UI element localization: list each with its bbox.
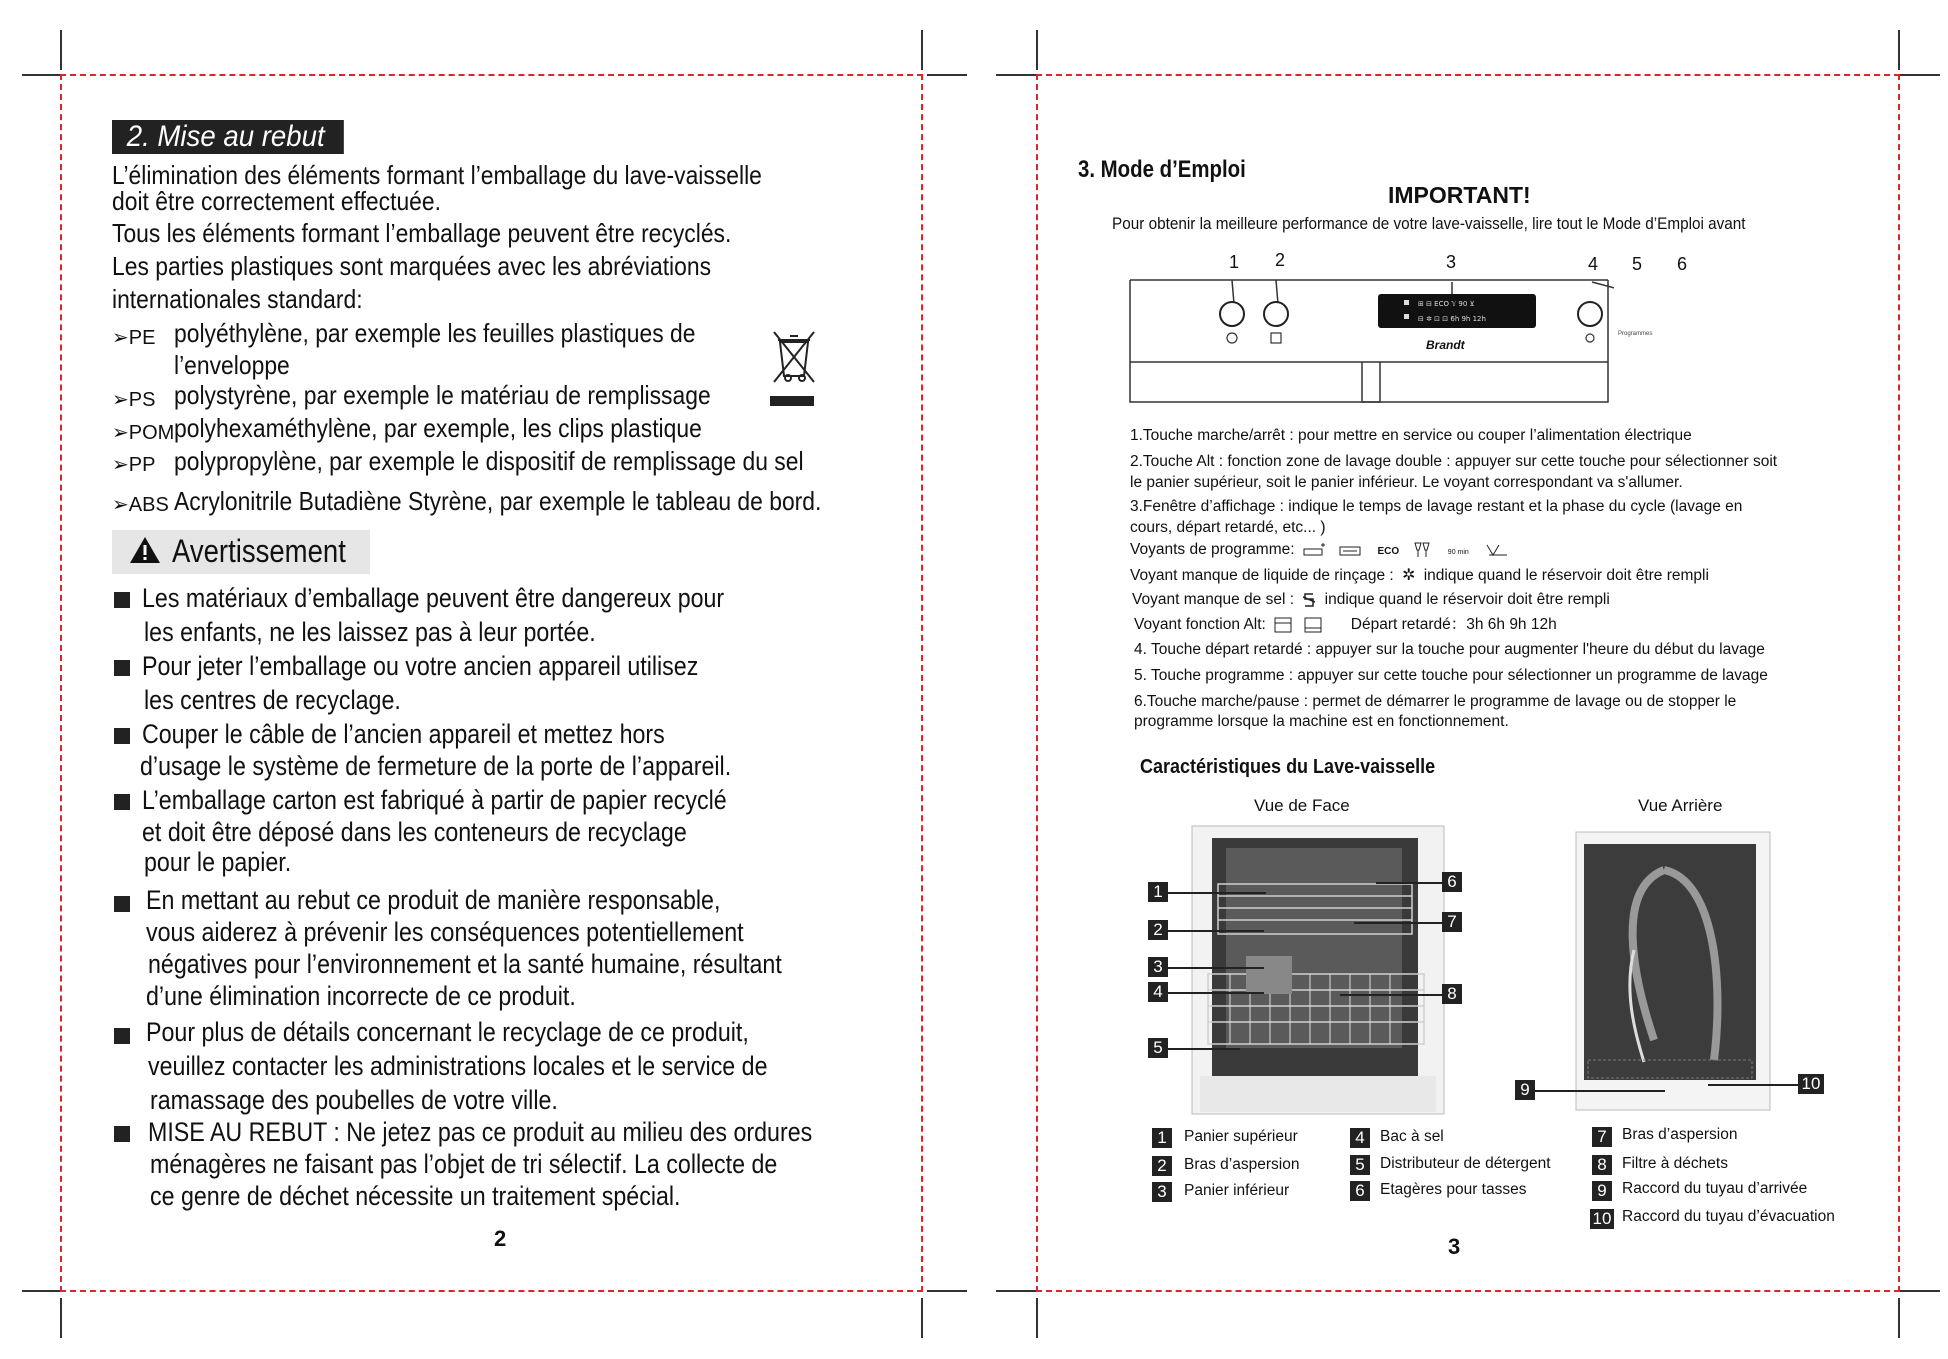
crop-mark: [60, 30, 62, 70]
instruction-line: 4. Touche départ retardé : appuyer sur la touche pour augmenter l'heure du début du lavage: [1134, 641, 1765, 658]
legend-label: Bras d’aspersion: [1622, 1126, 1738, 1143]
material-desc: polypropylène, par exemple le dispositif de remplissage du sel: [174, 446, 804, 476]
warning-line: vous aiderez à prévenir les conséquences potentiellement: [146, 917, 744, 947]
crop-mark: [60, 1298, 62, 1338]
voyants-programme-row: [1130, 540, 1513, 563]
vue-face-label: Vue de Face: [1254, 796, 1350, 815]
legend-label: Panier inférieur: [1184, 1182, 1290, 1199]
voyants-programme-label: Voyants de programme:: [1130, 541, 1295, 558]
callout-number: 7: [1442, 912, 1462, 932]
callout-number: 10: [1798, 1074, 1824, 1094]
material-desc: Acrylonitrile Butadiène Styrène, par exemple le tableau de bord.: [174, 486, 822, 516]
callout-line: [1168, 930, 1264, 932]
eco-program-label: ECO: [1377, 546, 1400, 557]
glass-program-icon: [1413, 542, 1431, 558]
material-abbr: ➢PP: [112, 454, 156, 476]
intro-line: L’élimination des éléments formant l’emballage du lave-vaisselle: [112, 160, 762, 190]
warning-line: d’une élimination incorrecte de ce produit.: [146, 981, 576, 1011]
legend-number: 7: [1592, 1127, 1612, 1147]
warning-line: MISE AU REBUT : Ne jetez pas ce produit au milieu des ordures: [148, 1117, 813, 1147]
callout-number: 6: [1442, 872, 1462, 892]
warning-line: Pour jeter l’emballage ou votre ancien appareil utilisez: [142, 651, 699, 681]
warning-title: Avertissement: [172, 533, 346, 569]
legend-number: 8: [1592, 1155, 1612, 1175]
voyant-alt-row: [1134, 615, 1557, 635]
warning-line: négatives pour l’environnement et la santé humaine, résultant: [148, 949, 782, 979]
crossed-bin-icon: [768, 328, 820, 410]
legend-label: Filtre à déchets: [1622, 1155, 1728, 1172]
legend-number: 1: [1152, 1128, 1172, 1148]
normal-program-icon: [1339, 543, 1363, 557]
panel-number: 5: [1632, 254, 1643, 274]
crop-mark: [1898, 30, 1900, 70]
panel-number: 6: [1677, 254, 1688, 274]
instruction-line: 2.Touche Alt : fonction zone de lavage double : appuyer sur cette touche pour sélectionner soit: [1130, 453, 1778, 470]
crop-mark: [996, 74, 1036, 76]
voyant-rincage-desc: indique quand le réservoir doit être rempli: [1423, 567, 1709, 585]
intro-line: Tous les éléments formant l’emballage peuvent être recyclés.: [112, 218, 732, 248]
callout-line: [1168, 1048, 1240, 1050]
legend-number: 2: [1152, 1156, 1172, 1176]
warning-line: Les matériaux d’emballage peuvent être dangereux pour: [142, 583, 725, 613]
crop-mark: [1898, 1298, 1900, 1338]
material-desc: polyéthylène, par exemple les feuilles plastiques de: [174, 318, 696, 348]
instruction-line: 5. Touche programme : appuyer sur cette touche pour sélectionner un programme de lavage: [1134, 667, 1768, 684]
legend-label: Panier supérieur: [1184, 1128, 1298, 1145]
vue-arriere-label: Vue Arrière: [1638, 796, 1723, 815]
voyant-alt-label: Voyant fonction Alt:: [1134, 616, 1266, 633]
callout-line: [1535, 1090, 1665, 1092]
warning-line: ce genre de déchet nécessite un traitement spécial.: [150, 1181, 681, 1211]
panel-number: 3: [1446, 252, 1457, 272]
section-title-mise-au-rebut: 2. Mise au rebut: [112, 120, 344, 154]
panel-programme-label: Programmes: [1618, 331, 1653, 337]
important-heading: IMPORTANT!: [1388, 182, 1531, 208]
legend-number: 6: [1350, 1181, 1370, 1201]
crop-mark: [22, 1290, 62, 1292]
crop-mark: [927, 1290, 967, 1292]
bullet-square: [114, 896, 130, 912]
important-text: Pour obtenir la meilleure performance de votre lave-vaisselle, lire tout le Mode d’Emploi avant: [1112, 214, 1746, 233]
crop-mark: [921, 30, 923, 70]
panel-number: 2: [1275, 250, 1286, 270]
crop-mark: [1036, 1298, 1038, 1338]
legend-number: 4: [1350, 1128, 1370, 1148]
material-abbr: ➢PE: [112, 327, 156, 349]
depart-retarde-text: Départ retardé：3h 6h 9h 12h: [1350, 616, 1557, 633]
upper-basket-icon: [1274, 617, 1292, 633]
legend-label: Raccord du tuyau d’arrivée: [1622, 1180, 1808, 1197]
warning-line: ménagères ne faisant pas l’objet de tri sélectif. La collecte de: [150, 1149, 778, 1179]
svg-text:⊟ ✲ ⊡ ⊡ 6h 9h 12h: ⊟ ✲ ⊡ ⊡ 6h 9h 12h: [1418, 315, 1486, 323]
voyant-sel-row: [1132, 590, 1610, 610]
material-desc: polystyrène, par exemple le matériau de remplissage: [174, 380, 711, 410]
callout-line: [1168, 992, 1264, 994]
instruction-line: cours, départ retardé, etc... ): [1130, 519, 1326, 536]
intro-line: doit être correctement effectuée.: [112, 186, 441, 216]
warning-triangle-icon: [128, 535, 162, 565]
crop-mark: [927, 74, 967, 76]
dishwasher-front-image: [1190, 824, 1446, 1116]
crop-mark: [996, 1290, 1036, 1292]
legend-number: 10: [1590, 1209, 1614, 1229]
features-title: Caractéristiques du Lave-vaisselle: [1140, 756, 1436, 778]
callout-number: 8: [1442, 984, 1462, 1004]
crop-mark: [1900, 74, 1940, 76]
bullet-square: [114, 660, 130, 676]
legend-label: Distributeur de détergent: [1380, 1155, 1551, 1172]
warning-line: et doit être déposé dans les conteneurs de recyclage: [142, 817, 687, 847]
crop-mark: [1900, 1290, 1940, 1292]
legend-label: Raccord du tuyau d’évacuation: [1622, 1208, 1835, 1225]
callout-number: 4: [1148, 982, 1168, 1002]
warning-line: pour le papier.: [144, 847, 292, 877]
panel-number: 4: [1588, 254, 1599, 274]
warning-line: les centres de recyclage.: [144, 685, 401, 715]
legend-number: 5: [1350, 1155, 1370, 1175]
voyant-rincage-row: [1130, 566, 1709, 586]
legend-label: Bras d’aspersion: [1184, 1156, 1300, 1173]
warning-line: Couper le câble de l’ancien appareil et mettez hors: [142, 719, 665, 749]
intro-line: internationales standard:: [112, 284, 363, 314]
bullet-square: [114, 794, 130, 810]
callout-number: 2: [1148, 920, 1168, 940]
salt-icon: [1302, 592, 1316, 608]
material-abbr: ➢ABS: [112, 494, 169, 516]
callout-line: [1376, 882, 1442, 884]
intensive-program-icon: [1303, 543, 1327, 557]
legend-label: Bac à sel: [1380, 1128, 1444, 1145]
material-desc: l’enveloppe: [174, 350, 290, 380]
panel-brand-logo: Brandt: [1426, 338, 1465, 352]
bullet-square: [114, 1028, 130, 1044]
warning-line: Pour plus de détails concernant le recyclage de ce produit,: [146, 1017, 749, 1047]
dishwasher-back-image: [1574, 830, 1772, 1112]
warning-line: En mettant au rebut ce produit de manière responsable,: [146, 885, 721, 915]
bullet-square: [114, 1126, 130, 1142]
warning-line: L’emballage carton est fabriqué à partir de papier recyclé: [142, 785, 727, 815]
page-number: 3: [1448, 1234, 1461, 1259]
warning-line: les enfants, ne les laissez pas à leur portée.: [144, 617, 596, 647]
lower-basket-icon: [1304, 617, 1322, 633]
section-title-mode-emploi: 3. Mode d’Emploi: [1078, 156, 1246, 183]
warning-line: ramassage des poubelles de votre ville.: [150, 1085, 558, 1115]
voyant-sel-desc: indique quand le réservoir doit être rempli: [1324, 591, 1610, 608]
callout-line: [1168, 892, 1266, 894]
svg-text:⊞ ⊟ ECO 𝕐 90 ⊻: ⊞ ⊟ ECO 𝕐 90 ⊻: [1418, 300, 1475, 308]
warning-line: d’usage le système de fermeture de la porte de l’appareil.: [140, 751, 732, 781]
voyant-rincage-label: Voyant manque de liquide de rinçage :: [1130, 567, 1394, 585]
instruction-line: 3.Fenêtre d’affichage : indique le temps de lavage restant et la phase du cycle (lavage en: [1130, 498, 1743, 515]
legend-label: Etagères pour tasses: [1380, 1181, 1527, 1198]
legend-number: 3: [1152, 1182, 1172, 1202]
prewash-program-icon: [1485, 543, 1509, 557]
control-panel-diagram: [1128, 276, 1614, 406]
intro-line: Les parties plastiques sont marquées avec les abréviations: [112, 251, 712, 281]
page-number: 2: [494, 1226, 507, 1251]
crop-mark: [921, 1298, 923, 1338]
callout-line: [1708, 1084, 1798, 1086]
callout-number: 3: [1148, 957, 1168, 977]
warning-line: veuillez contacter les administrations locales et le service de: [148, 1051, 768, 1081]
material-abbr: ➢PS: [112, 389, 156, 411]
callout-line: [1354, 922, 1442, 924]
instruction-line: 6.Touche marche/pause : permet de démarrer le programme de lavage ou de stopper le: [1134, 693, 1737, 710]
material-abbr: ➢POM: [112, 422, 175, 444]
callout-number: 1: [1148, 882, 1168, 902]
voyant-sel-label: Voyant manque de sel :: [1132, 591, 1295, 608]
instruction-line: 1.Touche marche/arrêt : pour mettre en service ou couper l’alimentation électrique: [1130, 427, 1692, 444]
instruction-line: le panier supérieur, soit le panier inférieur. Le voyant correspondant va s'allumer.: [1130, 474, 1683, 491]
callout-number: 9: [1515, 1080, 1535, 1100]
panel-number: 1: [1229, 252, 1240, 272]
bullet-square: [114, 592, 130, 608]
material-desc: polyhexaméthylène, par exemple, les clips plastique: [174, 413, 702, 443]
callout-line: [1168, 967, 1264, 969]
callout-line: [1340, 994, 1442, 996]
bullet-square: [114, 728, 130, 744]
rinse-aid-icon: ✲: [1402, 567, 1416, 584]
callout-number: 5: [1148, 1038, 1168, 1058]
legend-number: 9: [1592, 1181, 1612, 1201]
crop-mark: [22, 74, 62, 76]
min-program-label: 90 min: [1447, 549, 1469, 556]
crop-mark: [1036, 30, 1038, 70]
instruction-line: programme lorsque la machine est en fonctionnement.: [1134, 713, 1509, 730]
